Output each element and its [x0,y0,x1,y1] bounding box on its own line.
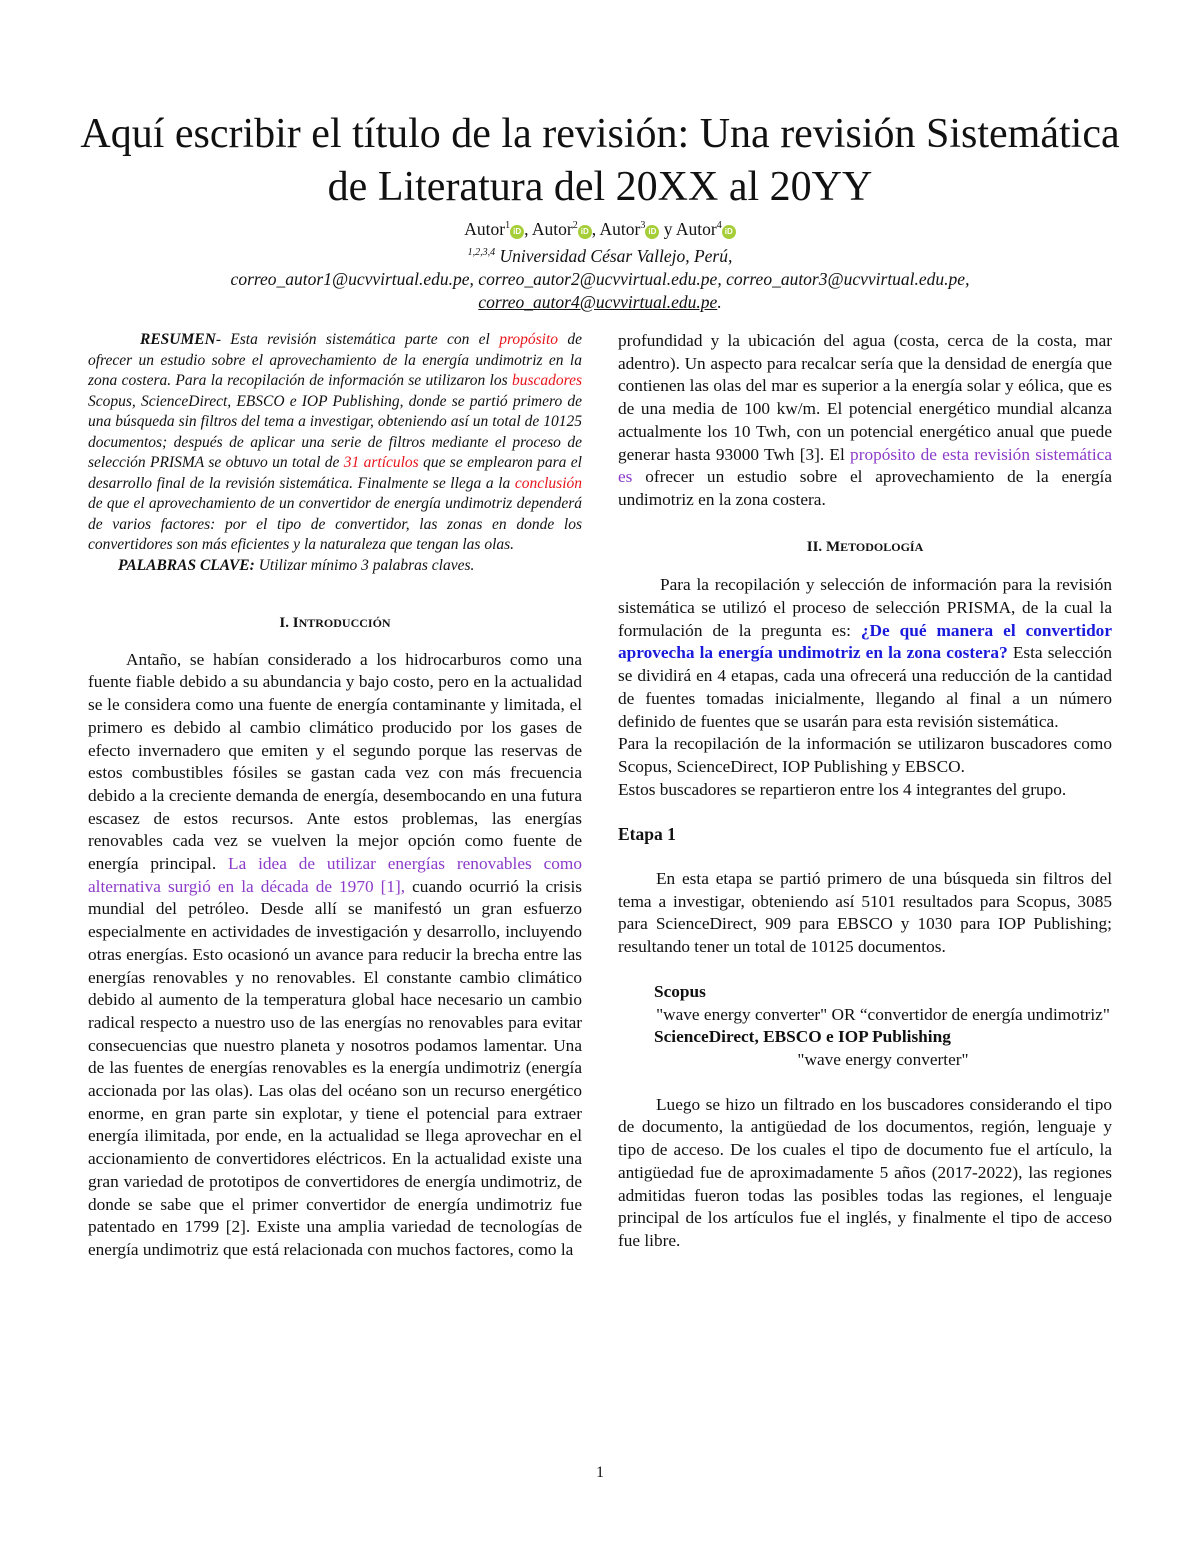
separator: , [524,218,532,239]
orcid-icon[interactable]: iD [722,225,736,239]
abstract-text: de que el aprovechamiento de un convertidor de energía undimotriz dependerá de varios factores: por el tipo de convertidor, las zonas en donde los convertidores son más eficientes y la naturaleza que tengan las olas. [88,495,582,553]
method-paragraph: Estos buscadores se repartieron entre los 4 integrantes del grupo. [618,779,1067,799]
abstract-text: que se emplearon para el desarrollo final de la revisión sistemática. Finalmente se llega a la [88,454,582,492]
body-text: profundidad y la ubicación del agua (costa, cerca de la costa, mar adentro). Un aspecto para recalcar sería que la densidad de energía que contienen las olas del mar es superior a la energía solar y eólica, que es de una media de 100 kw/m. El potencial energético mundial alcanza actualmente los 10 Twh, con un potencial energético anual que puede generar hasta 93000 Twh [3]. El [618,331,1112,464]
highlight-text: propósito de esta revisión sistemática es [618,444,1112,487]
keywords-text: Utilizar mínimo 3 palabras claves. [254,556,475,574]
punctuation: . [717,291,722,312]
highlight-text: propósito [499,331,559,348]
right-column [618,330,1112,1253]
keywords-label: PALABRAS CLAVE: [118,556,255,574]
method-paragraph: Para la recopilación de la información se utilizaron buscadores como Scopus, ScienceDirect, IOP Publishing y EBSCO. [618,734,1112,776]
author-name: Autor [464,218,506,239]
keywords [88,556,582,577]
separator: y [659,218,676,239]
emails-line: correo_autor1@ucvvirtual.edu.pe, correo_autor2@ucvvirtual.edu.pe, correo_autor3@ucvvirtual.edu.pe, [230,268,970,289]
author-sup: 3 [640,220,646,231]
body-text: Para la recopilación y selección de información para la revisión sistemática se utilizó el proceso de selección PRISMA, de la cual la formulación de la pregunta es: [618,575,1112,640]
highlight-text: conclusión [514,474,582,492]
page-number: 1 [596,1464,604,1481]
query-label: ScienceDirect, EBSCO e IOP Publishing [654,1027,951,1047]
email-link[interactable]: correo_autor4@ucvvirtual.edu.pe [478,291,718,312]
author-name: Autor [675,218,717,239]
highlight-text: buscadores [511,372,582,389]
stage-heading: Etapa 1 [618,824,676,845]
abstract-text: - Esta revisión sistemática parte con el [215,331,500,348]
method-paragraph [618,574,1112,733]
highlight-text: La idea de utilizar energías renovables como alternativa surgió en la década de 1970 [1], [88,854,582,896]
body-text: cuando ocurrió la crisis mundial del petróleo. Desde allí se manifestó un gran esfuerzo especialmente en actividades de investigación y desarrollo, incluyendo otras energías. Esto ocasionó un avance para reducir la brecha entre las energías renovables y no renovables. El constante cambio climático debido al aumento de la temperatura global hace necesario un cambio radical respecto a nuestro uso de las energías no renovables para evitar consecuencias que nuestro planeta y nosotros podamos lamentar. Una de las fuentes de energías renovables es la energía undimotriz (energía accionada por las olas). Las olas del océano son un recurso energético enorme, en gran parte sin explotar, y tiene el potencial para extraer energía ilimitada, por ende, en la actualidad se llega aprovechar en el accionamiento de convertidores eléctricos. En la actualidad existe una gran variedad de prototipos de convertidores de energía undimotriz, de donde se sabe que el primer convertidor de energía undimotriz fue patentado en 1799 [2]. Existe una amplia variedad de tecnologías de energía undimotriz que está relacionada con muchos factores, como la [88,876,582,1259]
heading-rest: NTRODUCCIÓN [298,616,391,630]
affiliation [100,241,1100,268]
orcid-icon[interactable]: iD [578,225,592,239]
heading-initial: I [292,615,299,631]
intro-paragraph [88,649,582,1262]
section-number: I. [279,615,293,631]
intro-paragraph-cont [618,330,1112,512]
query-text: "wave energy converter" OR “convertidor de energía undimotriz" [656,1004,1110,1024]
abstract [88,330,582,556]
section-heading-intro [88,612,582,635]
stage-paragraph: Luego se hizo un filtrado en los buscadores considerando el tipo de documento, la antigüedad de los documentos, región, lenguaje y tipo de acceso. De los cuales el tipo de documento fue el artículo, la antigüedad fue de aproximadamente 5 años (2017-2022), las regiones admitidas fueron todas las posibles todas las regiones, el lenguaje principal de los artículos fue el inglés, y finalmente el tipo de acceso fue libre. [618,1094,1112,1250]
heading-initial: M [825,538,841,555]
abstract-text: Scopus, ScienceDirect, EBSCO e IOP Publishing, donde se partió primero de una búsqueda sin filtros del tema a investigar, obteniendo así un total de 10125 documentos; después de aplicar una serie de filtros mediante el proceso de selección PRISMA se obtuvo un total de [88,392,582,471]
author-sup: 4 [716,220,722,231]
paper-title: Aquí escribir el título de la revisión: Una revisión Sistemática de Literatura del 20XX al 20YY [80,111,1120,210]
separator: , [591,218,600,239]
query-label: Scopus [654,981,706,1001]
author-sup: 1 [505,220,511,231]
abstract-text: de ofrecer un estudio sobre el aprovechamiento de la energía undimotriz en la zona costera. Para la recopilación de información se utilizaron los [88,331,582,389]
research-question: ¿De qué manera el convertidor aprovecha la energía undimotriz en la zona costera? [618,620,1112,663]
author-name: Autor [599,218,641,239]
orcid-icon[interactable]: iD [645,225,659,239]
author-block [100,214,1100,314]
left-column [88,330,582,1262]
section-number: II. [806,538,826,555]
query-text: "wave energy converter" [797,1049,969,1069]
orcid-icon[interactable]: iD [510,225,524,239]
stage-paragraph: En esta etapa se partió primero de una búsqueda sin filtros del tema a investigar, obteniendo así 5101 resultados para Scopus, 3085 para ScienceDirect, 909 para EBSCO y 1030 para IOP Publishing; resultando tener un total de 10125 documentos. [618,869,1112,957]
highlight-text: 31 artículos [343,454,419,471]
affiliation-text: Universidad César Vallejo, Perú, [495,245,733,266]
body-text: Esta selección se dividirá en 4 etapas, cada una ofrecerá una reducción de la cantidad de fuentes tomadas inicialmente, llegando al final a un número definido de fuentes que se usarán para esta revisión sistemática. [618,643,1112,731]
section-heading-method [618,536,1112,559]
affiliation-sup: 1,2,3,4 [467,246,496,258]
body-text: Antaño, se habían considerado a los hidrocarburos como una fuente fiable debido a su abundancia y bajo costo, pero en la actualidad se le considera como una fuente de energía contaminante y limitada, el primero es debido al cambio climático producido por los gases de efecto invernadero que emiten y el segundo porque las reservas de estos combustibles fósiles se gastan cada vez con más frecuencia debido a la creciente demanda de energía, desembocando en una futura escasez de estos recursos. Ante estos problemas, las energías renovables cada vez se vuelven la mejor opción como fuente de energía principal. [88,649,582,874]
author-line [100,214,1100,241]
author-name: Autor [531,218,573,239]
author-sup: 2 [572,220,578,231]
body-text: ofrecer un estudio sobre el aprovechamiento de la energía undimotriz en la zona costera. [618,467,1112,509]
heading-rest: ETODOLOGÍA [840,539,924,554]
abstract-label: RESUMEN [140,331,216,348]
